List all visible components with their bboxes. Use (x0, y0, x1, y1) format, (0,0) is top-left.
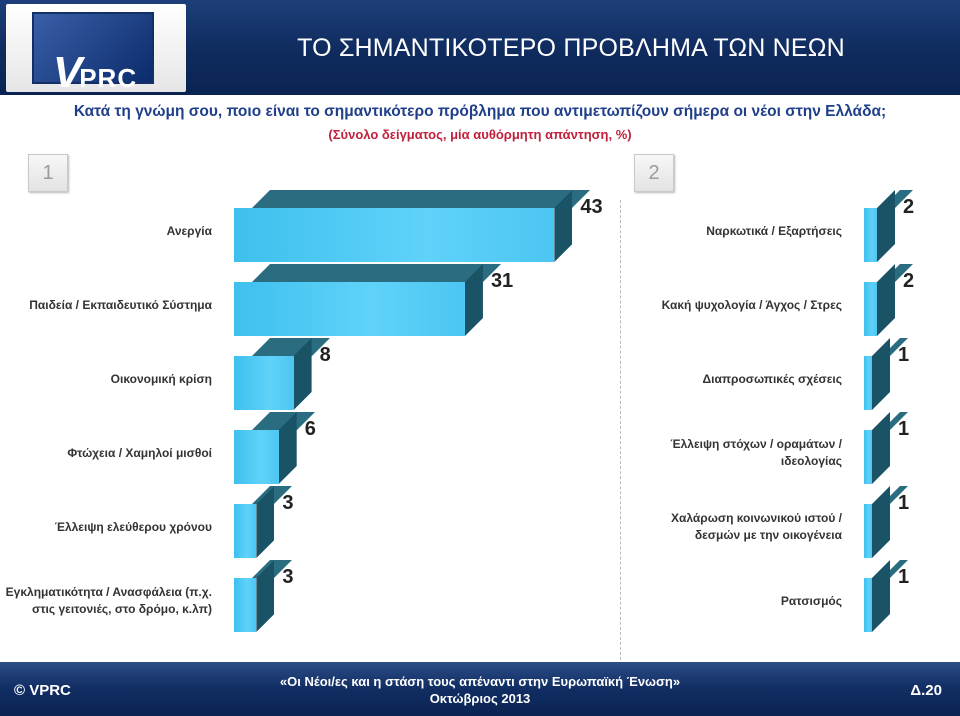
category-label-1-1: Ανεργία (166, 223, 212, 238)
panel-badge-1: 1 (28, 154, 68, 192)
footer-page-number: Δ.20 (910, 682, 942, 699)
bar-front-face (864, 578, 872, 632)
bar-front-face (864, 208, 877, 262)
value-label-1-3: 8 (319, 344, 331, 366)
bar-2-4 (864, 412, 890, 484)
bar-top-face (252, 264, 501, 282)
panel-badge-2: 2 (634, 154, 674, 192)
category-label-2-2: Κακή ψυχολογία / Άγχος / Στρες (661, 297, 842, 312)
logo-text: VPRC (52, 48, 138, 97)
value-label-1-4: 6 (304, 418, 316, 440)
value-label-1-1: 43 (580, 196, 603, 218)
bar-top-face (252, 190, 590, 208)
value-label-2-6: 1 (898, 566, 910, 588)
bar-2-1 (864, 190, 895, 262)
vprc-logo (6, 4, 186, 97)
category-label-2-1: Ναρκωτικά / Εξαρτήσεις (706, 223, 842, 238)
value-label-1-2: 31 (490, 270, 514, 292)
category-label-2-3: Διαπροσωπικές σχέσεις (702, 371, 842, 386)
category-label-2-4: Έλλειψη στόχων / οραμάτων / ιδεολογίας (670, 437, 842, 468)
bar-side-face (872, 560, 890, 632)
bar-front-face (234, 504, 256, 558)
bar-front-face (864, 430, 872, 484)
bar-2-3 (864, 338, 890, 410)
bar-1-1 (234, 190, 572, 262)
value-label-2-5: 1 (898, 492, 910, 514)
category-label-1-3: Οικονομική κρίση (110, 371, 212, 386)
category-label-1-5: Έλλειψη ελεύθερου χρόνου (54, 519, 212, 534)
bar-side-face (872, 338, 890, 410)
bar-1-3 (234, 338, 312, 410)
survey-question: Κατά τη γνώμη σου, ποιο είναι το σημαντικότερο πρόβλημα που αντιμετωπίζουν σήμερα οι νέοι στην Ελλάδα; (73, 103, 887, 120)
category-label-1-4: Φτώχεια / Χαμηλοί μισθοί (67, 445, 212, 460)
bar-2-6 (864, 560, 890, 632)
bar-front-face (234, 578, 256, 632)
category-label-1-2: Παιδεία / Εκπαιδευτικό Σύστημα (29, 297, 212, 312)
value-label-1-5: 3 (282, 492, 294, 514)
value-label-2-1: 2 (903, 196, 915, 218)
footer-study-title: «Οι Νέοι/ες και η στάση τους απέναντι στην Ευρωπαϊκή Ένωση» (279, 674, 681, 689)
bar-front-face (234, 356, 294, 410)
bar-front-face (864, 282, 877, 336)
bar-front-face (234, 282, 465, 336)
bar-1-2 (234, 264, 483, 336)
value-label-1-6: 3 (282, 566, 294, 588)
header-bar (0, 0, 960, 95)
logo-mark (32, 12, 154, 97)
bar-top-face (252, 338, 330, 356)
category-label-2-5: Χαλάρωση κοινωνικού ιστού / δεσμών με την οικογένεια (671, 511, 842, 542)
category-label-1-6: Εγκληματικότητα / Ανασφάλεια (π.χ. στις γειτονιές, στο δρόμο, κ.λπ) (5, 585, 212, 616)
panel-divider (620, 200, 621, 660)
bar-side-face (872, 486, 890, 558)
page-title: ΤΟ ΣΗΜΑΝΤΙΚΟΤΕΡΟ ΠΡΟΒΛΗΜΑ ΤΩΝ ΝΕΩΝ (297, 34, 845, 62)
bar-2-5 (864, 486, 890, 558)
bar-side-face (877, 264, 895, 336)
bar-side-face (877, 190, 895, 262)
footer-date: Οκτώβριος 2013 (429, 691, 531, 706)
footer-copyright: © VPRC (14, 682, 71, 699)
bar-front-face (864, 504, 872, 558)
value-label-2-2: 2 (903, 270, 915, 292)
bar-side-face (872, 412, 890, 484)
bar-front-face (234, 430, 279, 484)
bar-front-face (234, 208, 554, 262)
bar-1-6 (234, 560, 274, 632)
bar-front-face (864, 356, 872, 410)
value-label-2-3: 1 (898, 344, 910, 366)
value-label-2-4: 1 (898, 418, 910, 440)
sample-note: (Σύνολο δείγματος, μία αυθόρμητη απάντηση, %) (328, 127, 632, 142)
footer-bar (0, 662, 960, 716)
footer-study-info (240, 673, 720, 707)
bar-1-4 (234, 412, 297, 484)
bar-2-2 (864, 264, 895, 336)
bar-1-5 (234, 486, 274, 558)
category-label-2-6: Ρατσισμός (780, 593, 842, 608)
